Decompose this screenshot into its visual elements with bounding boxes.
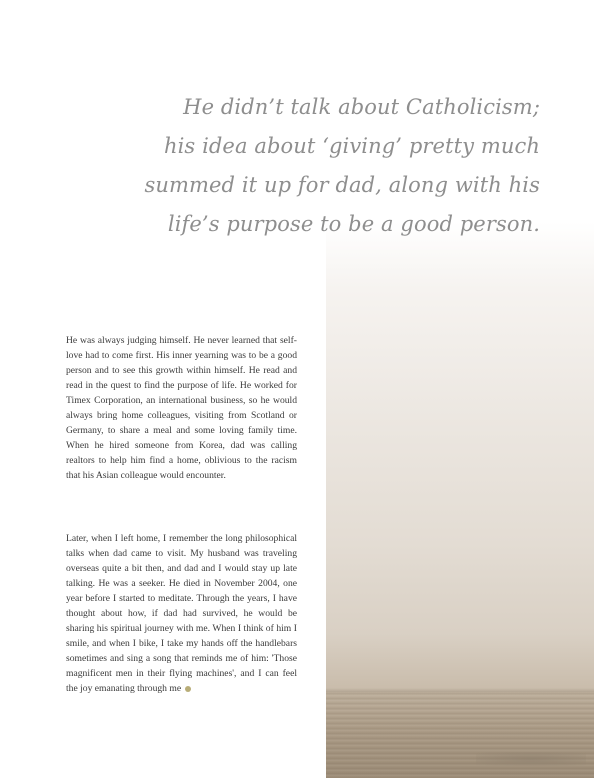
body-paragraph-2-text: Later, when I left home, I remember the long philosophical talks when dad came to visit. My husband was traveling overseas quite a bit then, and dad and I would stay up late talking. He was a seeker. He died in November 2004, one year before I started to meditate. Through the years, I have thought about how, if dad had survived, he would be sharing his spiritual journey with me. When I think of him I smile, and when I bike, I take my hands off the handlebars sometimes and sing a song that reminds me of him: 'Those magnificent men in their flying machines', and I can feel the joy emanating through me <box>66 533 297 694</box>
end-of-article-marker <box>185 686 191 692</box>
pull-quote <box>120 88 540 244</box>
sea-horizon-photo <box>326 222 594 778</box>
pull-quote-line: his idea about ‘giving’ pretty much <box>163 134 540 158</box>
distant-shoreline <box>476 752 586 766</box>
pull-quote-line: summed it up for dad, along with his <box>144 173 540 197</box>
body-paragraph-1: He was always judging himself. He never learned that self-love had to come first. His inner yearning was to be a good person and to see this growth within himself. He read and read in the quest to find the purpose of life. He worked for Timex Corporation, an international business, so he would always bring home colleagues, visiting from Scotland or Germany, to share a meal and some loving family time. When he hired someone from Korea, dad was calling realtors to help him find a home, oblivious to the racism that his Asian colleague would encounter. <box>66 335 297 481</box>
body-paragraph-2 <box>66 531 297 696</box>
pull-quote-line: life’s purpose to be a good person. <box>167 212 540 236</box>
pull-quote-line: He didn’t talk about Catholicism; <box>183 95 540 119</box>
